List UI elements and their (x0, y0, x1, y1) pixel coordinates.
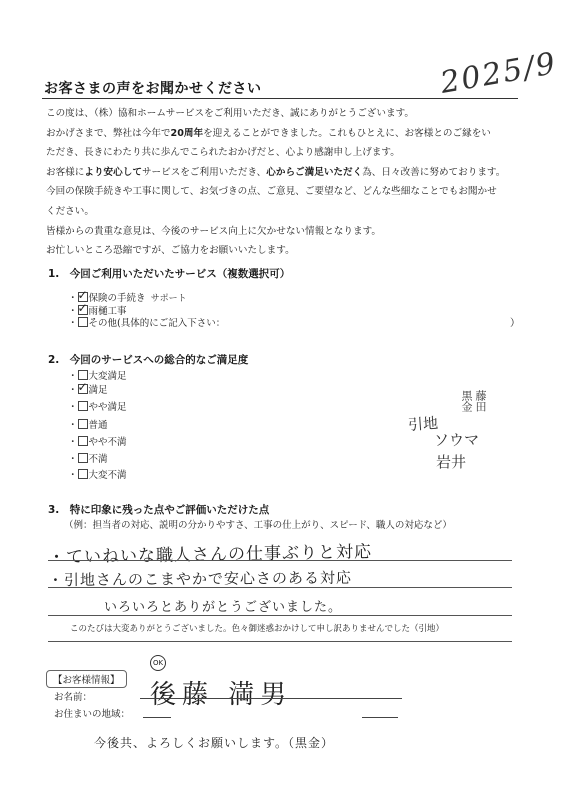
intro-line: 皆様からの貴重な意見は、今後のサービス向上に欠かせない情報となります。 (46, 225, 382, 237)
checkbox[interactable] (78, 384, 88, 394)
checkbox[interactable] (78, 370, 88, 380)
q2-title: 2. 今回のサービスへの総合的なご満足度 (48, 354, 249, 366)
checkbox[interactable] (78, 436, 88, 446)
q2-option[interactable]: ・✓ 満足 (68, 382, 108, 396)
area-label: お住まいの地域： (54, 709, 131, 720)
q2-option[interactable]: ・ 不満 (68, 454, 108, 465)
staff-name: 引地 (407, 413, 439, 435)
checkbox[interactable] (78, 305, 88, 315)
intro-line: お客様により安心してサービスをご利用いただき、心からご満足いただく為、日々改善に努めております。 (46, 166, 506, 178)
intro-line: ただき、長きにわたり共に歩んでこられたおかげだと、心より感謝申し上げます。 (46, 147, 400, 159)
name-underline (140, 698, 402, 699)
checkbox[interactable] (78, 401, 88, 411)
customer-name: 後藤 満男 (150, 680, 293, 710)
checkbox[interactable] (78, 453, 88, 463)
answer-line (48, 560, 512, 561)
handwritten-date: 2025/9 (437, 46, 560, 101)
customer-info-label: 【お客様情報】 (46, 670, 127, 688)
q2-option[interactable]: ・ やや不満 (68, 437, 127, 448)
handwritten-closing: 今後共、よろしくお願いします。（黒金） (94, 736, 335, 750)
q3-example: （例：担当者の対応、説明の分かりやすさ、工事の仕上がり、スピード、職人の対応など） (64, 520, 452, 531)
q1-title: 1. 今回ご利用いただいたサービス（複数選択可） (48, 268, 291, 280)
area-underline (362, 717, 398, 718)
ok-stamp: OK (150, 655, 166, 671)
intro-line: お忙しいところ恐縮ですが、ご協力をお願いいたします。 (46, 245, 295, 257)
q1-close-paren: ） (510, 318, 520, 329)
q1-option-other[interactable]: ・ その他(具体的にご記入下さい： (68, 318, 226, 329)
checkbox[interactable] (78, 317, 88, 327)
handwritten-note: サポート (150, 294, 187, 304)
answer-line (48, 641, 512, 642)
q2-option[interactable]: ・ やや満足 (68, 402, 127, 413)
area-underline (143, 717, 171, 718)
handwritten-staff-reply: このたびは大変ありがとうございました。色々御迷惑おかけして申し訳ありませんでした（引地） (70, 624, 445, 634)
handwritten-answer: いろいろとありがとうございました。 (104, 600, 343, 615)
checkbox[interactable] (78, 419, 88, 429)
q2-option[interactable]: ・ 大変満足 (68, 371, 127, 382)
staff-name: ソウマ (434, 431, 480, 449)
answer-line (48, 587, 512, 588)
checkbox[interactable] (78, 469, 88, 479)
staff-name: 岩井 (436, 453, 467, 471)
handwritten-answer: ・引地さんのこまやかで安心さのある対応 (47, 568, 353, 590)
page-title: お客さまの声をお聞かせください (44, 81, 262, 97)
staff-name: 藤田 (474, 390, 487, 412)
intro-text (46, 104, 526, 261)
q2-option[interactable]: ・ 普通 (68, 420, 108, 431)
intro-line: 今回の保険手続きや工事に関して、お気づきの点、ご意見、ご要望など、どんな些細なことでもお聞かせ (46, 186, 497, 198)
q1-option-gutter[interactable]: ・✓ 雨樋工事 (68, 303, 127, 317)
intro-line: おかげさまで、弊社は今年で20周年を迎えることができました。これもひとえに、お客様とのご縁をい (46, 127, 491, 139)
answer-line (48, 615, 512, 616)
staff-name: 黒金 (460, 390, 473, 412)
name-label: お名前： (54, 692, 93, 703)
intro-line: この度は、（株）協和ホームサービスをご利用いただき、誠にありがとうございます。 (46, 108, 415, 119)
intro-line: ください。 (46, 205, 94, 217)
q3-title: 3. 特に印象に残った点やご評価いただけた点 (48, 504, 270, 516)
q1-option-insurance[interactable]: ・✓ 保険の手続き サポート (68, 290, 187, 304)
q2-option[interactable]: ・ 大変不満 (68, 470, 127, 481)
handwritten-answer: ・ていねいな職人さんの仕事ぶりと対応 (47, 542, 373, 568)
